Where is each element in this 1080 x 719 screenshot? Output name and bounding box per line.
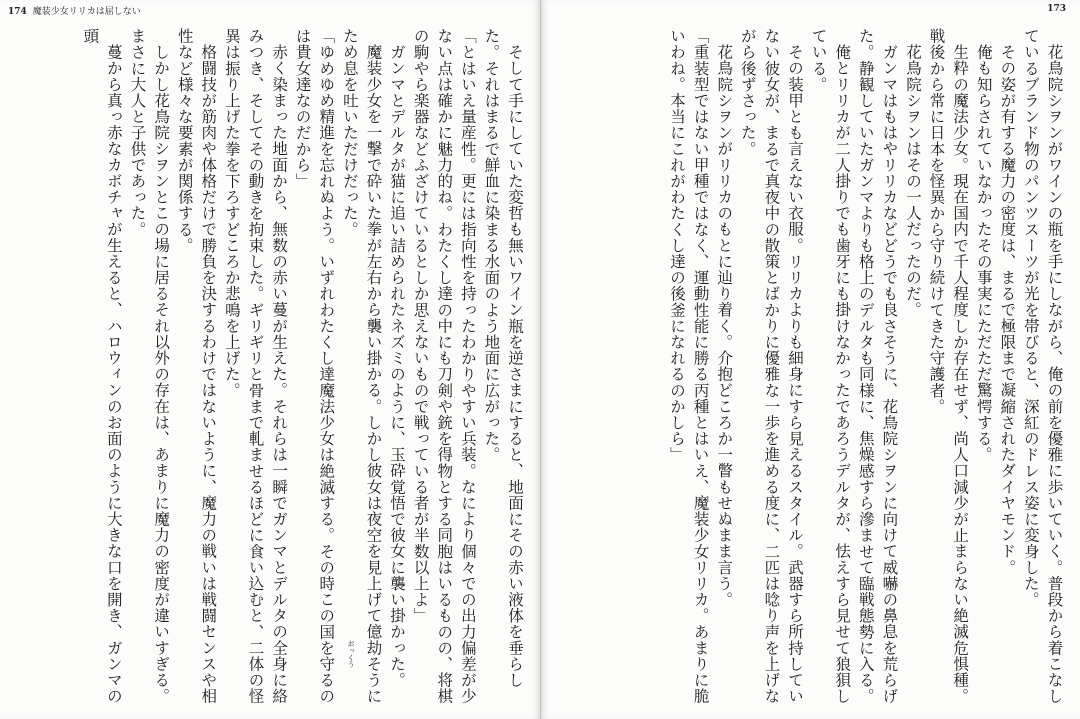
paragraph: しかし花鳥院シヲンとこの場に居るそれ以外の存在は、あまりに魔力の密度が違いすぎる。まさに大人と子供であった。 [128, 28, 171, 704]
dialogue-paragraph: 「重装型ではない甲種ではなく、運動性能に勝る丙種とはいえ、魔装少女リリカ。あまりに脆いわね。本当にこれがわたくし達の後釜になれるのかしら」 [668, 28, 710, 705]
paragraph: 花鳥院シヲンはその一人だったのだ。 [903, 43, 922, 318]
right-page [541, 0, 1080, 719]
paragraph: 格闘技が筋肉や体格だけで勝負を決するわけではないように、魔力の戦いは戦闘センスや相性など様々な要素が関係する。 [175, 28, 218, 704]
paragraph: 俺とリリカが二人掛りでも歯牙にも掛けなかったであろうデルタが、怯えすら見せて狼狽している。 [809, 28, 852, 704]
paragraph: 花鳥院シヲンがワインの瓶を手にしながら、俺の前を優雅に歩いていく。普段から着こなしているブランド物のパンツスーツが光を帯びると、深紅のドレス姿に変身した。 [1021, 28, 1064, 704]
paragraph: 魔装少女を一撃で砕いた拳が左右から襲い掛かる。しかし彼女は夜空を見上げて億劫そうにため息を吐いただけだった。 [340, 28, 383, 704]
running-head: 魔装少女リリカは屈しない [32, 7, 141, 17]
right-folio [1047, 4, 1072, 14]
left-page-number: 174 [8, 7, 27, 17]
dialogue-paragraph: 「ゆめゆめ精進を忘れぬよう。いずれわたくし達魔法少女は絶滅する。その時この国を守るのは貴女達なのだから」 [293, 28, 336, 705]
paragraph: その装甲とも言えない衣服。リリカよりも細身にすら見えるスタイル。武器すら所持していない彼女が、まるで真夜中の散策とばかりに優雅な一歩を進める度に、二匹は唸り声を上げながら後ずさった。 [738, 28, 804, 705]
left-folio [8, 4, 141, 17]
right-page-text [561, 28, 1066, 718]
paragraph: その姿が有する魔力の密度は、まるで極限まで凝縮されたダイヤモンド。 [998, 43, 1017, 575]
paragraph: 俺も知らされていなかったその事実にただただ驚愕する。 [974, 43, 993, 463]
paragraph: 赤く染まった地面から、無数の赤い蔓が生えた。それらは一瞬でガンマとデルタの全身に絡みつき、そしてその動きを拘束した。ギリギリと骨まで軋ませるほどに食い込むと、二体の怪異は振り上げた拳を下ろすどころか悲鳴を上げた。 [222, 28, 289, 705]
right-page-number: 173 [1047, 4, 1066, 14]
dialogue-paragraph: 「とはいえ量産性。更には指向性を持ったわかりやすい兵装。なにより個々での出力偏差が少ない点は確かに魅力的ね。わたくし達の中にも刀剣や銃を得物とする同胞はいるものの、将棋の駒やら楽器などふざけているとしか思えないもので戦っている者が半数以上よ」 [411, 28, 477, 705]
paragraph: ガンマとデルタが猫に追い詰められたネズミのように、玉砕覚悟で彼女に襲い掛かった。 [388, 43, 407, 688]
paragraph: そして手にしていた変哲も無いワイン瓶を逆さまにすると、地面にその赤い液体を垂らした。それはまるで鮮血に染まる水面のよう地面に広がった。 [482, 28, 524, 688]
paragraph: 生粋の魔法少女。現在国内で千人程度しか存在せず、尚人口減少が止まらない絶滅危惧種。戦後から常に日本を怪異から守り続けてきた守護者。 [927, 28, 970, 704]
ruby-annotation: おっくう [347, 640, 355, 668]
left-page-text [18, 28, 526, 718]
paragraph: ガンマはもはやリリカなどどうでも良さそうに、花鳥院シヲンに向けて威嚇の鼻息を荒らげた。静観していたガンマよりも格上のデルタも同様に、焦燥感すら滲ませて臨戦態勢に入る。 [856, 28, 899, 705]
paragraph: 蔓から真っ赤なカボチャが生えると、ハロウィンのお面のように大きな口を開き、ガンマの頭 [81, 28, 123, 704]
paragraph: 花鳥院シヲンがリリカのもとに辿り着く。介抱どころか一瞥もせぬまま言う。 [715, 43, 734, 607]
